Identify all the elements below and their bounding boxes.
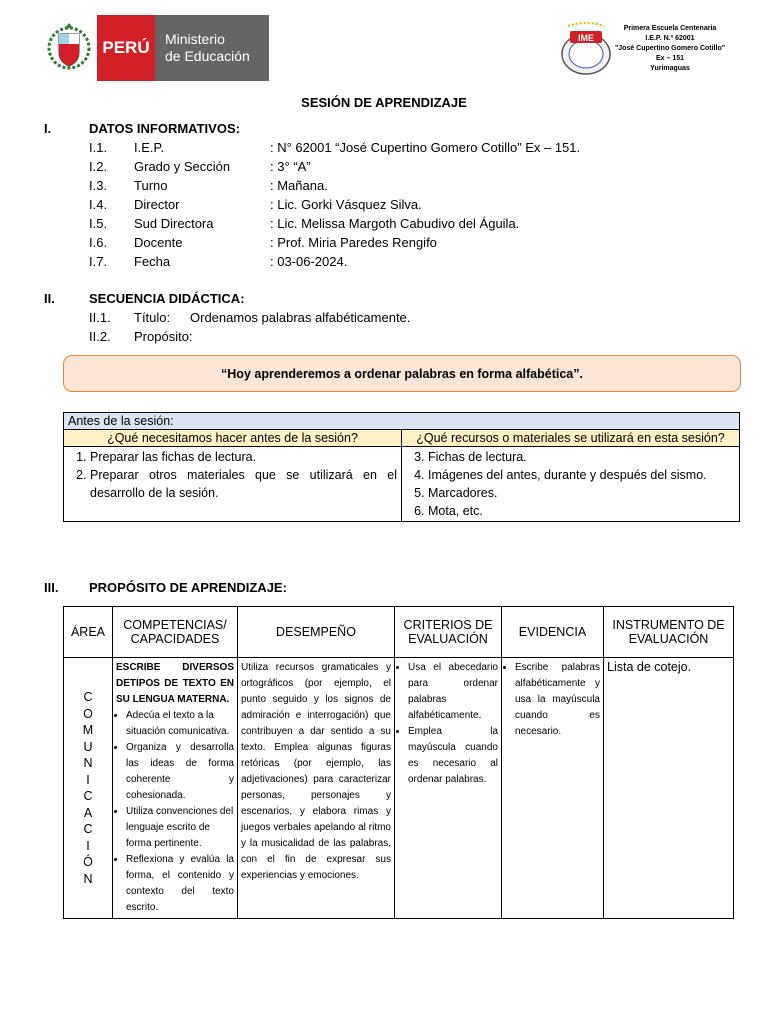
instrumento-cell: Lista de cotejo.: [604, 658, 734, 919]
peru-shield-icon: [45, 15, 93, 81]
desempeno-cell: Utiliza recursos gramaticales y ortográficos (por ejemplo, el punto seguido y los signos de admiración e interrogación) que contribuyen a dar sentido a su texto. Emplea algunas figuras retóricas (por ejemplo, las adjetivaciones) para caracterizar personas, personajes y escenarios, y elabora rimas y juegos verbales apelando al ritmo y la musicalidad de las palabras, con el fin de expresar sus experiencias y emociones.: [238, 658, 395, 919]
list-item: • Escribe palabras alfabéticamente y usa la mayúscula cuando es necesario.: [515, 660, 600, 740]
antes-header: Antes de la sesión:: [64, 413, 740, 430]
antes-table: [63, 412, 740, 522]
school-line: Primera Escuela Centenaria: [623, 25, 717, 32]
antes-right-cell: [402, 447, 740, 522]
school-line: "José Cupertino Gomero Cotillo": [614, 45, 726, 52]
list-item: • Reflexiona y evalúa la forma, el contenido y contexto del texto escrito.: [126, 852, 234, 916]
list-item: • Utiliza convenciones del lenguaje escrito de forma pertinente.: [126, 804, 234, 852]
column-header: EVIDENCIA: [502, 607, 604, 658]
list-item: 6. Mota, etc.: [428, 502, 735, 520]
criterios-cell: [395, 658, 502, 919]
antes-left-cell: [64, 447, 402, 522]
competencias-cell: [113, 658, 238, 919]
minedu-logo: [45, 15, 270, 81]
school-line: Ex – 151: [655, 55, 685, 62]
list-item: • Organiza y desarrolla las ideas de forma coherente y cohesionada.: [126, 740, 234, 804]
section-3-roman: III.: [44, 580, 59, 595]
list-item: 1. Preparar las fichas de lectura.: [90, 448, 397, 466]
list-item: • Usa el abecedario para ordenar palabras alfabéticamente.: [408, 660, 498, 724]
school-logo-text: IME: [577, 33, 595, 43]
list-item: 4. Imágenes del antes, durante y después del sismo.: [428, 466, 735, 484]
peru-label: PERÚ: [97, 15, 155, 81]
ministerio-line1: Ministerio: [165, 31, 225, 47]
section-2-title: SECUENCIA DIDÁCTICA:: [89, 291, 245, 306]
document-title: SESIÓN DE APRENDIZAJE: [301, 95, 467, 110]
proposito-table: [63, 606, 734, 919]
purpose-box: “Hoy aprenderemos a ordenar palabras en forma alfabética”.: [63, 355, 741, 392]
section-3-title: PROPÓSITO DE APRENDIZAJE:: [89, 580, 287, 595]
section-1-roman: I.: [44, 121, 52, 136]
antes-question-2: ¿Qué recursos o materiales se utilizará en esta sesión?: [402, 430, 740, 447]
list-item: 5. Marcadores.: [428, 484, 735, 502]
section-1-title: DATOS INFORMATIVOS:: [89, 121, 240, 136]
list-item: 2. Preparar otros materiales que se utilizará en el desarrollo de la sesión.: [90, 466, 397, 502]
column-header: COMPETENCIAS/ CAPACIDADES: [113, 607, 238, 658]
list-item: • Emplea la mayúscula cuando es necesario al ordenar palabras.: [408, 724, 498, 788]
antes-question-1: ¿Qué necesitamos hacer antes de la sesión?: [64, 430, 402, 447]
ministerio-line2: de Educación: [165, 48, 250, 64]
competencia-title: ESCRIBE DIVERSOS DETIPOS DE TEXTO EN SU LENGUA MATERNA.: [116, 662, 234, 705]
ministerio-label: [155, 15, 269, 81]
column-header: ÁREA: [64, 607, 113, 658]
list-item: 3. Fichas de lectura.: [428, 448, 735, 466]
list-item: • Adecúa el texto a la situación comunicativa.: [126, 708, 234, 740]
column-header: CRITERIOS DE EVALUACIÓN: [395, 607, 502, 658]
section-2-roman: II.: [44, 291, 55, 306]
titulo-value: Ordenamos palabras alfabéticamente.: [190, 310, 411, 325]
evidencia-cell: [502, 658, 604, 919]
school-info: [600, 24, 740, 74]
column-header: INSTRUMENTO DE EVALUACIÓN: [604, 607, 734, 658]
school-line: Yurimaguas: [650, 65, 690, 72]
column-header: DESEMPEÑO: [238, 607, 395, 658]
area-cell: C O M U N I C A C I Ó N: [64, 658, 113, 919]
school-line: I.E.P. N.º 62001: [645, 35, 695, 42]
